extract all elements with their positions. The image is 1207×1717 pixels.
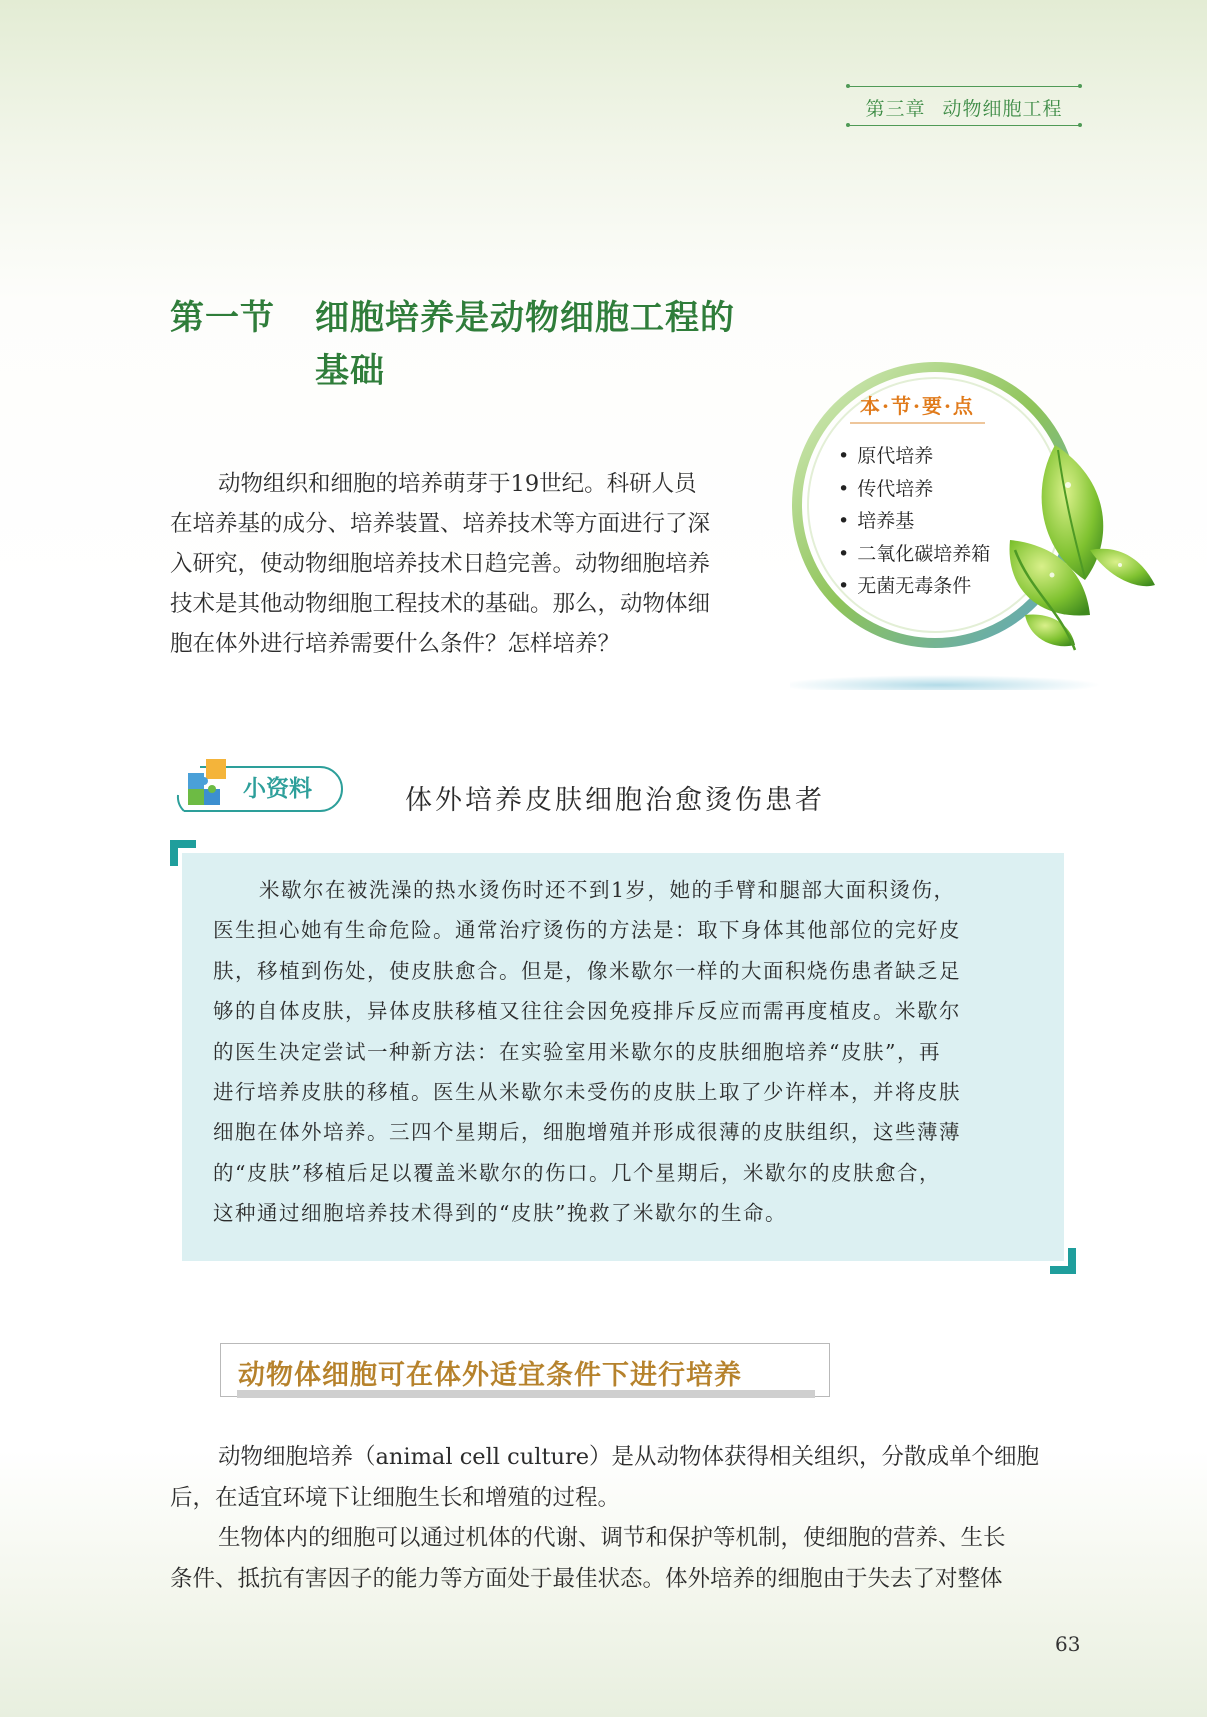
body-line: 动物细胞培养（animal cell culture）是从动物体获得相关组织，分散成单个细胞 [218,1444,1040,1470]
body-line: 条件、抵抗有害因子的能力等方面处于最佳状态。体外培养的细胞由于失去了对整体 [170,1565,1003,1592]
info-line: 细胞在体外培养。三四个星期后，细胞增殖并形成很薄的皮肤组织，这些薄薄 [213,1120,961,1145]
section-number: 第一节 [170,298,275,338]
header-rule-bottom [848,125,1080,126]
key-point-item: • 无菌无毒条件 [838,570,990,603]
info-line: 够的自体皮肤，异体皮肤移植又往往会因免疫排斥反应而需再度植皮。米歇尔 [213,999,961,1024]
intro-paragraph [170,464,750,664]
body-line: 后，在适宜环境下让细胞生长和增殖的过程。 [170,1484,621,1511]
section-title-line-2: 基础 [315,351,385,391]
page-number: 63 [1055,1632,1081,1656]
info-line: 的“皮肤”移植后足以覆盖米歇尔的伤口。几个星期后，米歇尔的皮肤愈合， [213,1160,941,1185]
info-heading: 体外培养皮肤细胞治愈烫伤患者 [405,785,825,816]
key-points-list [838,440,990,603]
intro-line: 动物组织和细胞的培养萌芽于19世纪。科研人员 [218,471,697,497]
intro-line: 技术是其他动物细胞工程技术的基础。那么，动物体细 [170,591,711,617]
info-line: 这种通过细胞培养技术得到的“皮肤”挽救了米歇尔的生命。 [213,1201,787,1226]
info-line: 肤，移植到伤处，使皮肤愈合。但是，像米歇尔一样的大面积烧伤患者缺乏足 [213,958,961,983]
corner-bracket-top-left [170,840,196,866]
info-line: 米歇尔在被洗澡的热水烫伤时还不到1岁，她的手臂和腿部大面积烫伤， [259,878,956,902]
info-line: 医生担心她有生命危险。通常治疗烫伤的方法是：取下身体其他部位的完好皮 [213,918,961,943]
header-rule-top [848,86,1080,87]
chapter-header [848,86,1080,126]
key-point-item: • 二氧化碳培养箱 [838,538,990,571]
section-title-line-1: 细胞培养是动物细胞工程的 [315,298,735,338]
corner-bracket-bottom-right [1050,1248,1076,1274]
body-text [170,1437,1080,1599]
info-line: 进行培养皮肤的移植。医生从米歇尔未受伤的皮肤上取了少许样本，并将皮肤 [213,1080,961,1105]
info-line: 的医生决定尝试一种新方法：在实验室用米歇尔的皮肤细胞培养“皮肤”，再 [213,1039,941,1064]
key-points-title: 本·节·要·点 [860,394,975,418]
intro-line: 胞在体外进行培养需要什么条件？怎样培养？ [170,631,621,657]
info-text [213,870,1043,1234]
intro-line: 入研究，使动物细胞培养技术日趋完善。动物细胞培养 [170,551,711,577]
key-point-item: • 培养基 [838,505,990,538]
info-badge-label: 小资料 [243,776,312,802]
subsection-heading: 动物体细胞可在体外适宜条件下进行培养 [238,1360,742,1391]
chapter-title: 第三章 动物细胞工程 [865,98,1063,120]
key-point-item: • 原代培养 [838,440,990,473]
intro-line: 在培养基的成分、培养装置、培养技术等方面进行了深 [170,511,711,537]
key-points-title-underline [850,421,985,425]
key-point-item: • 传代培养 [838,473,990,506]
body-line: 生物体内的细胞可以通过机体的代谢、调节和保护等机制，使细胞的营养、生长 [218,1525,1006,1551]
